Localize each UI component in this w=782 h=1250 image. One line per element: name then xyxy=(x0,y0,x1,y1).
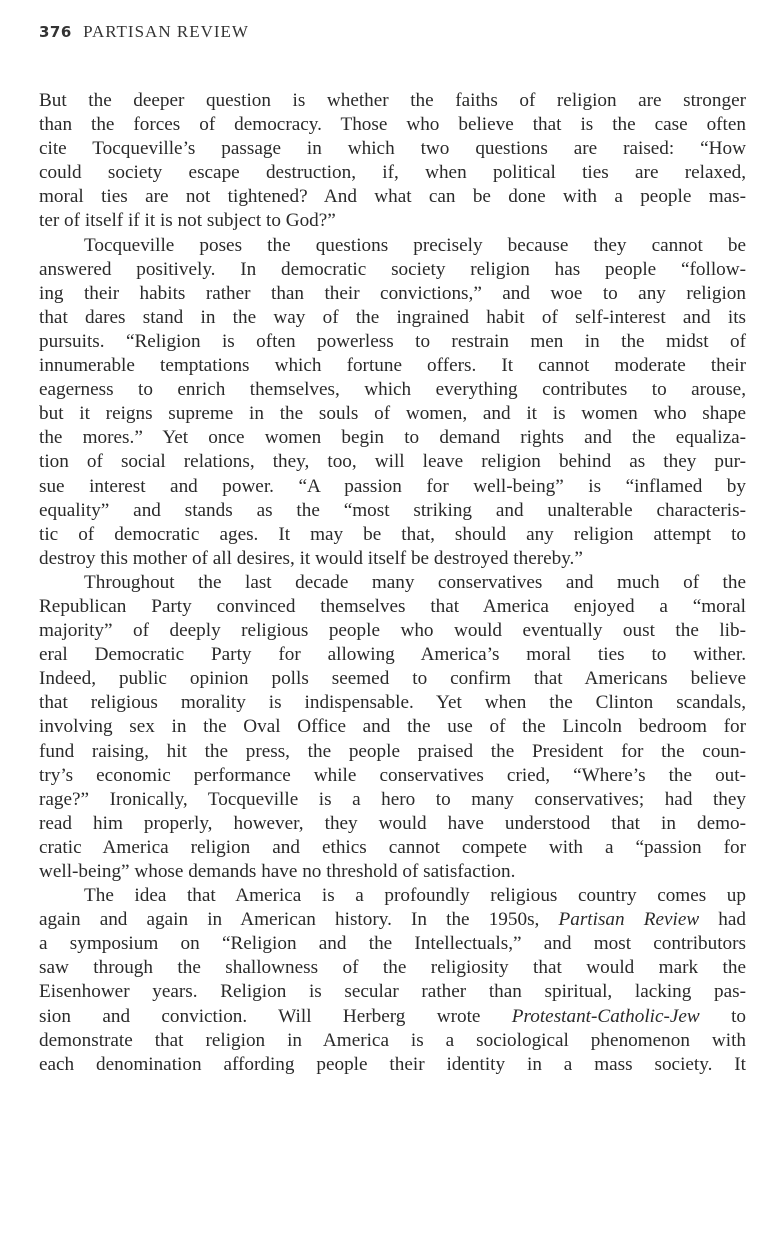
page-number: 376 xyxy=(39,23,72,41)
text-line: moral ties are not tightened? And what can be done with a people mas- xyxy=(39,186,746,208)
text-line: rage?” Ironically, Tocqueville is a hero to many conservatives; had they xyxy=(39,788,746,810)
text-line: The idea that America is a profoundly religious country comes up xyxy=(84,885,746,907)
text-line xyxy=(39,908,746,932)
text-line: the mores.” Yet once women begin to demand rights and the equaliza- xyxy=(39,427,746,449)
paragraph xyxy=(39,884,746,1077)
text-line: cratic America religion and ethics cannot compete with a “passion for xyxy=(39,836,746,858)
text-line: tion of social relations, they, too, will leave religion behind as they pur- xyxy=(39,451,746,473)
text-line: Tocqueville poses the questions precisely because they cannot be xyxy=(84,234,746,256)
text-line: try’s economic performance while conservatives cried, “Where’s the out- xyxy=(39,764,746,786)
text-line: each denomination affording people their identity in a mass society. It xyxy=(39,1053,746,1075)
text-segment: sion and conviction. Will Herberg wrote xyxy=(39,1005,512,1027)
journal-title: PARTISAN REVIEW xyxy=(83,22,249,41)
text-line: destroy this mother of all desires, it would itself be destroyed thereby.” xyxy=(39,547,583,569)
article-body xyxy=(39,89,746,1077)
text-line: fund raising, hit the press, the people praised the President for the coun- xyxy=(39,740,746,762)
text-line: read him properly, however, they would have understood that in demo- xyxy=(39,812,746,834)
text-line: could society escape destruction, if, when political ties are relaxed, xyxy=(39,162,746,184)
text-line: eagerness to enrich themselves, which everything contributes to arouse, xyxy=(39,379,746,401)
text-line: sue interest and power. “A passion for well-being” is “inflamed by xyxy=(39,475,746,497)
text-line: ter of itself if it is not subject to God?” xyxy=(39,210,336,232)
text-line: well-being” whose demands have no threshold of satisfaction. xyxy=(39,861,516,882)
text-line: eral Democratic Party for allowing America’s moral ties to wither. xyxy=(39,644,746,666)
text-line: a symposium on “Religion and the Intellectuals,” and most contributors xyxy=(39,933,746,955)
text-line: pursuits. “Religion is often powerless to restrain men in the midst of xyxy=(39,330,746,352)
text-line: answered positively. In democratic society religion has people “follow- xyxy=(39,258,746,280)
text-line: Indeed, public opinion polls seemed to confirm that Americans believe xyxy=(39,668,746,690)
text-line: majority” of deeply religious people who would eventually oust the lib- xyxy=(39,620,746,642)
text-line: But the deeper question is whether the faiths of religion are stronger xyxy=(39,90,746,111)
text-line: demonstrate that religion in America is a sociological phenomenon with xyxy=(39,1029,746,1051)
text-line xyxy=(39,1005,746,1029)
text-line: but it reigns supreme in the souls of women, and it is women who shape xyxy=(39,403,746,425)
paragraph xyxy=(39,89,746,234)
text-line: innumerable temptations which fortune offers. It cannot moderate their xyxy=(39,355,746,377)
paragraph xyxy=(39,234,746,571)
text-line: Republican Party convinced themselves that America enjoyed a “moral xyxy=(39,595,746,617)
text-segment: again and again in American history. In the 1950s, xyxy=(39,909,559,931)
text-segment: had xyxy=(699,909,746,931)
text-line: equality” and stands as the “most striking and unalterable characteris- xyxy=(39,499,746,521)
text-line: than the forces of democracy. Those who believe that is the case often xyxy=(39,114,746,136)
text-line: Eisenhower years. Religion is secular rather than spiritual, lacking pas- xyxy=(39,981,746,1003)
text-line: ing their habits rather than their convictions,” and woe to any religion xyxy=(39,282,746,304)
text-line: that dares stand in the way of the ingrained habit of self-interest and its xyxy=(39,306,746,328)
text-line: that religious morality is indispensable. Yet when the Clinton scandals, xyxy=(39,692,746,714)
paragraph xyxy=(39,571,746,884)
text-line: saw through the shallowness of the religiosity that would mark the xyxy=(39,957,746,979)
italic-title: Partisan Review xyxy=(558,909,700,931)
running-header xyxy=(39,22,249,42)
text-line: cite Tocqueville’s passage in which two questions are raised: “How xyxy=(39,138,746,160)
text-line: Throughout the last decade many conservatives and much of the xyxy=(84,571,746,593)
text-line: tic of democratic ages. It may be that, should any religion attempt to xyxy=(39,523,746,545)
italic-title: Protestant-Catholic-Jew xyxy=(511,1005,700,1027)
text-segment: to xyxy=(699,1005,746,1027)
text-line: involving sex in the Oval Office and the use of the Lincoln bedroom for xyxy=(39,716,746,738)
